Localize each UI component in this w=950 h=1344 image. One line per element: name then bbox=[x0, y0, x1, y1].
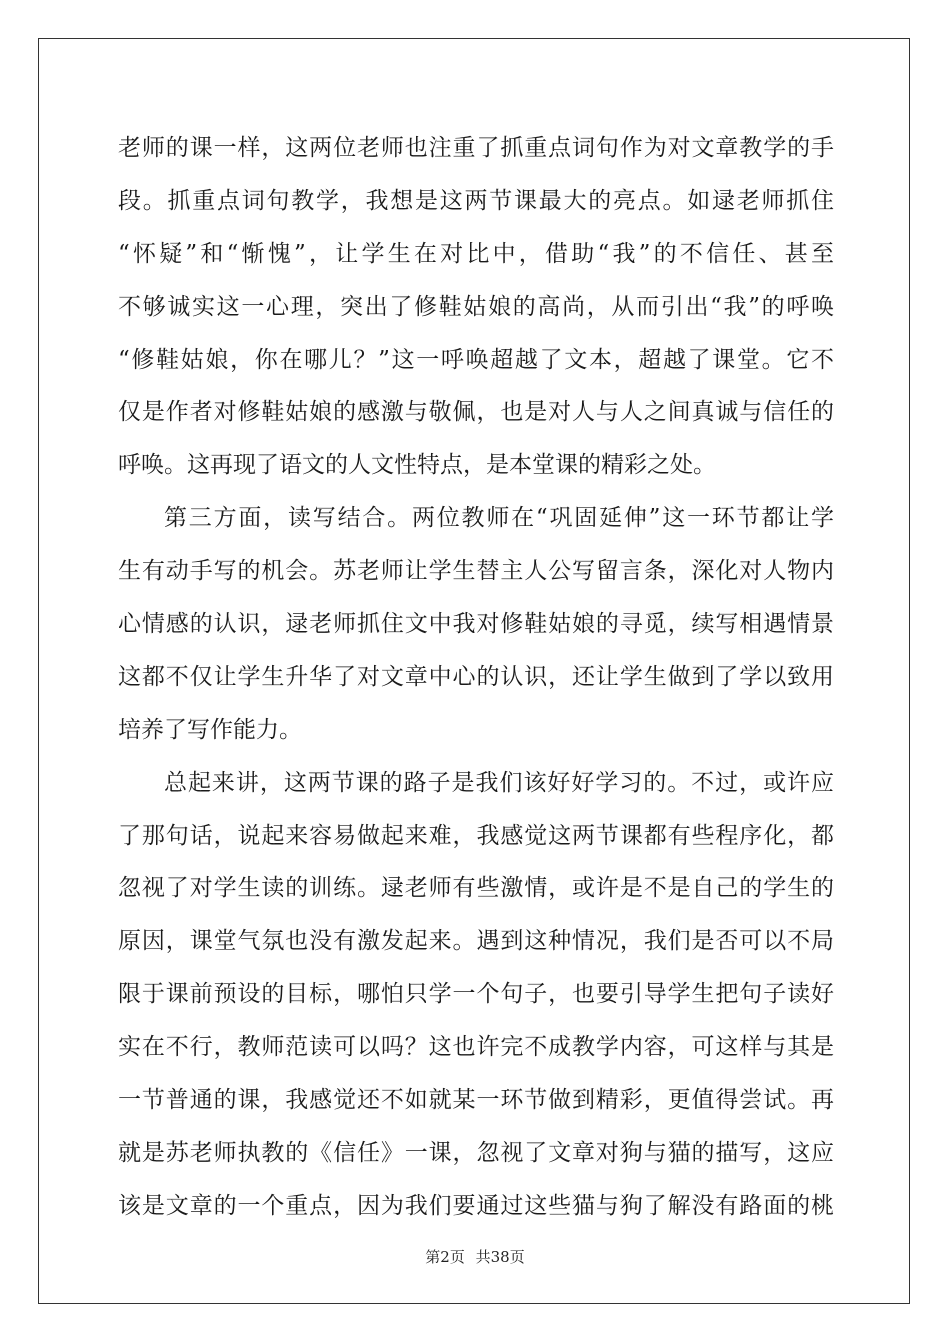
text-line: 心情感的认识，逯老师抓住文中我对修鞋姑娘的寻觅，续写相遇情景 bbox=[118, 611, 834, 638]
text-line: 原因，课堂气氛也没有激发起来。遇到这种情况，我们是否可以不局 bbox=[118, 928, 834, 955]
text-line: 限于课前预设的目标，哪怕只学一个句子，也要引导学生把句子读好 bbox=[118, 981, 834, 1008]
text-line: “怀疑”和“惭愧”，让学生在对比中，借助“我”的不信任、甚至 bbox=[118, 240, 834, 267]
text-line: 老师的课一样，这两位老师也注重了抓重点词句作为对文章教学的手 bbox=[118, 135, 834, 161]
paragraph bbox=[118, 757, 834, 1233]
page-number: 第2页 bbox=[425, 1248, 465, 1266]
page-total: 共38页 bbox=[475, 1248, 525, 1266]
text-line: 生有动手写的机会。苏老师让学生替主人公写留言条，深化对人物内 bbox=[118, 558, 834, 585]
page-footer bbox=[0, 1246, 950, 1267]
text-line: 一节普通的课，我感觉还不如就某一环节做到精彩，更值得尝试。再 bbox=[118, 1087, 834, 1114]
text-line: 了那句话，说起来容易做起来难，我感觉这两节课都有些程序化，都 bbox=[118, 822, 834, 849]
text-line: 该是文章的一个重点，因为我们要通过这些猫与狗了解没有路面的桃 bbox=[118, 1192, 834, 1219]
text-line: 不够诚实这一心理，突出了修鞋姑娘的高尚，从而引出“我”的呼唤 bbox=[118, 293, 834, 320]
text-line: “修鞋姑娘，你在哪儿？”这一呼唤超越了文本，超越了课堂。它不 bbox=[118, 346, 834, 373]
text-line: 段。抓重点词句教学，我想是这两节课最大的亮点。如逯老师抓住 bbox=[118, 187, 834, 214]
text-line: 就是苏老师执教的《信任》一课，忽视了文章对狗与猫的描写，这应 bbox=[118, 1139, 834, 1166]
text-line: 呼唤。这再现了语文的人文性特点，是本堂课的精彩之处。 bbox=[118, 452, 716, 479]
document-body bbox=[118, 122, 834, 1233]
text-line: 实在不行，教师范读可以吗？这也许完不成教学内容，可这样与其是 bbox=[118, 1034, 834, 1061]
text-line: 培养了写作能力。 bbox=[118, 716, 302, 743]
text-line: 忽视了对学生读的训练。逯老师有些激情，或许是不是自己的学生的 bbox=[118, 875, 834, 902]
text-line: 总起来讲，这两节课的路子是我们该好好学习的。不过，或许应 bbox=[164, 769, 834, 796]
text-line: 仅是作者对修鞋姑娘的感激与敬佩，也是对人与人之间真诚与信任的 bbox=[118, 399, 834, 426]
text-line: 第三方面，读写结合。两位教师在“巩固延伸”这一环节都让学 bbox=[164, 505, 834, 532]
text-line: 这都不仅让学生升华了对文章中心的认识，还让学生做到了学以致用 bbox=[118, 663, 834, 690]
paragraph bbox=[118, 492, 834, 756]
paragraph bbox=[118, 122, 834, 492]
